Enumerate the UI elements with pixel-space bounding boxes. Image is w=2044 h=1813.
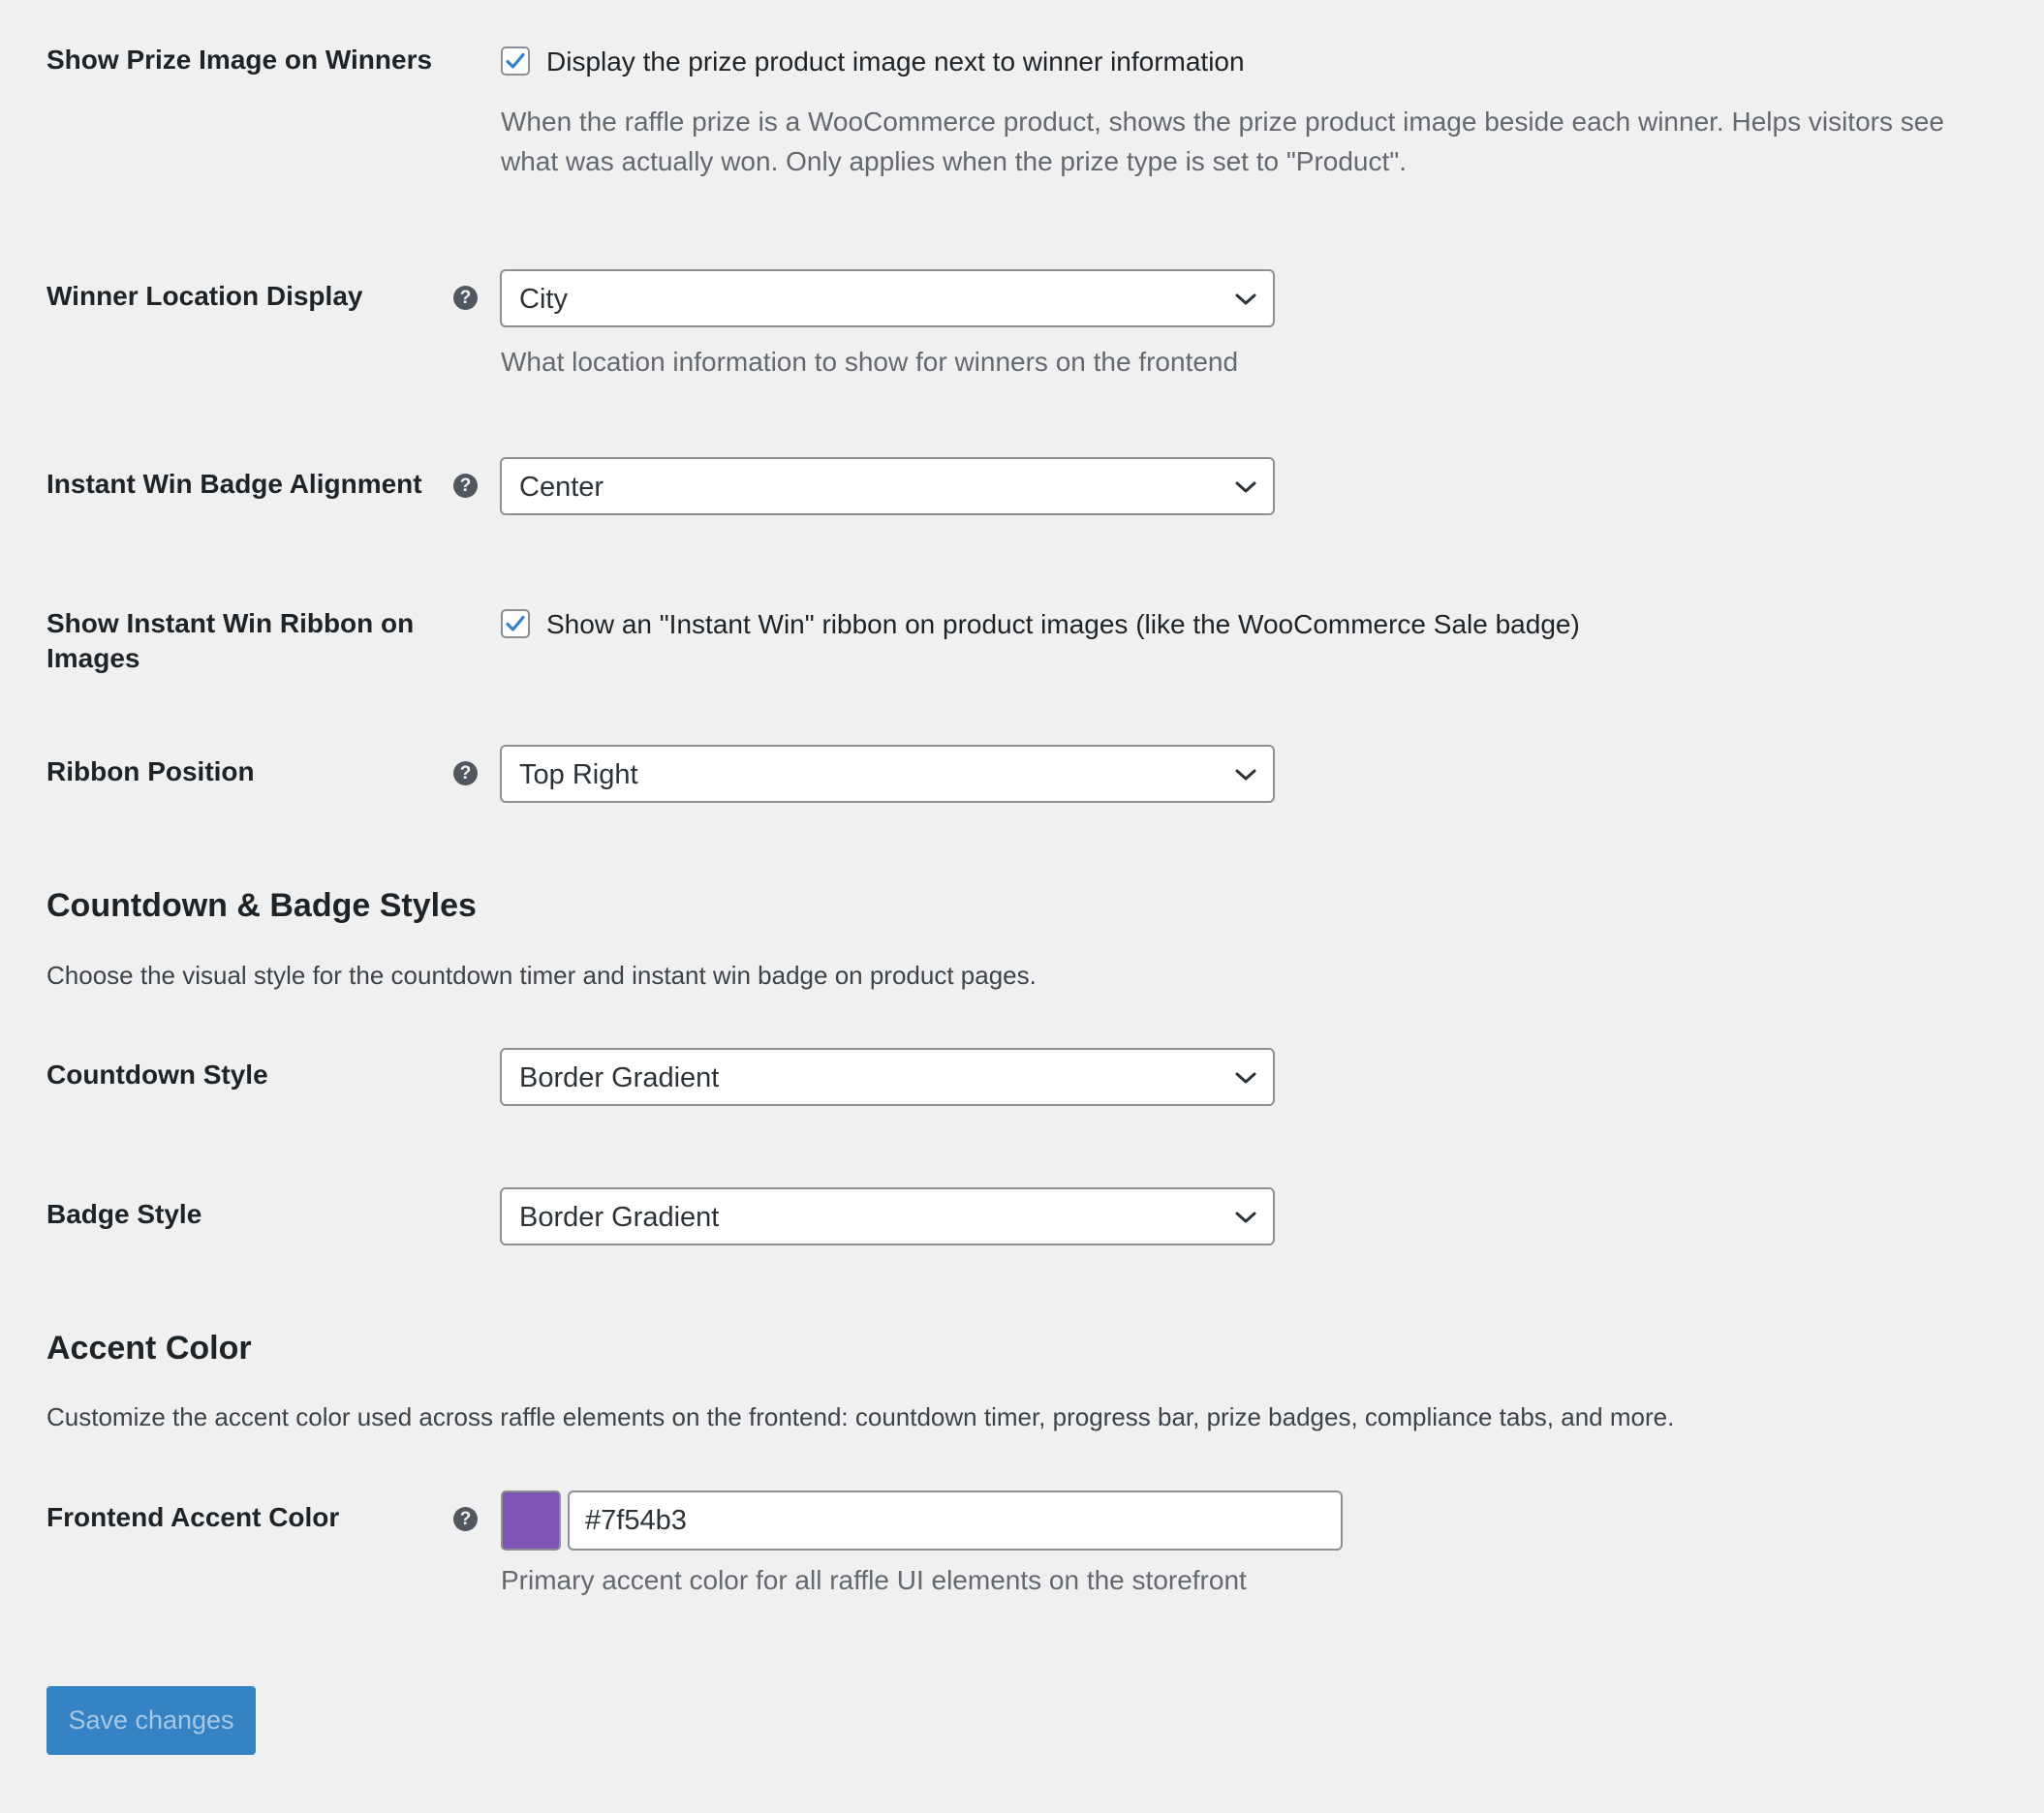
show-prize-image-checkbox-label[interactable]: Display the prize product image next to winner information xyxy=(546,46,1245,77)
show-instant-win-ribbon-label xyxy=(46,606,414,676)
show-prize-image-checkbox[interactable] xyxy=(501,46,530,76)
instant-win-badge-alignment-select[interactable] xyxy=(500,457,1275,515)
winner-location-display-description: What location information to show for winners on the frontend xyxy=(501,347,1239,377)
chevron-down-icon xyxy=(1234,477,1257,497)
chevron-down-icon xyxy=(1234,1068,1257,1088)
show-prize-image-description xyxy=(501,102,1944,181)
save-changes-button[interactable]: Save changes xyxy=(46,1686,256,1755)
countdown-badge-styles-heading: Countdown & Badge Styles xyxy=(46,887,477,924)
help-circle-icon[interactable]: ? xyxy=(453,474,478,498)
badge-style-value: Border Gradient xyxy=(519,1202,720,1233)
ribbon-position-label: Ribbon Position xyxy=(46,756,255,786)
checkmark-icon xyxy=(505,613,526,634)
show-prize-image-description-line-2: what was actually won. Only applies when the prize type is set to "Product". xyxy=(501,146,1408,176)
ribbon-position-select[interactable] xyxy=(500,745,1275,803)
instant-win-badge-alignment-label: Instant Win Badge Alignment xyxy=(46,469,422,499)
chevron-down-icon xyxy=(1234,765,1257,784)
accent-color-heading: Accent Color xyxy=(46,1330,252,1367)
show-instant-win-ribbon-checkbox[interactable] xyxy=(501,609,530,638)
show-instant-win-ribbon-checkbox-label[interactable]: Show an "Instant Win" ribbon on product images (like the WooCommerce Sale badge) xyxy=(546,609,1580,639)
ribbon-position-value: Top Right xyxy=(519,759,638,790)
show-prize-image-label: Show Prize Image on Winners xyxy=(46,45,433,75)
help-circle-icon[interactable]: ? xyxy=(453,286,478,310)
show-instant-win-ribbon-label-line-1: Show Instant Win Ribbon on xyxy=(46,608,415,638)
countdown-style-label: Countdown Style xyxy=(46,1060,268,1090)
accent-color-description: Customize the accent color used across raffle elements on the frontend: countdown timer, progress bar, prize badges, compliance tabs, and more. xyxy=(46,1402,1675,1431)
countdown-badge-styles-description: Choose the visual style for the countdown timer and instant win badge on product pages. xyxy=(46,961,1037,990)
show-instant-win-ribbon-label-line-2: Images xyxy=(46,643,140,673)
chevron-down-icon xyxy=(1234,290,1257,309)
show-prize-image-description-line-1: When the raffle prize is a WooCommerce product, shows the prize product image beside each winner. Helps visitors see xyxy=(501,107,1944,137)
winner-location-display-select[interactable] xyxy=(500,269,1275,327)
frontend-accent-color-label: Frontend Accent Color xyxy=(46,1502,340,1532)
chevron-down-icon xyxy=(1234,1208,1257,1227)
countdown-style-select[interactable] xyxy=(500,1048,1275,1106)
help-circle-icon[interactable]: ? xyxy=(453,761,478,785)
checkmark-icon xyxy=(505,50,526,72)
winner-location-display-label: Winner Location Display xyxy=(46,281,363,311)
winner-location-display-value: City xyxy=(519,284,568,315)
badge-style-label: Badge Style xyxy=(46,1199,202,1229)
accent-color-swatch[interactable] xyxy=(501,1490,561,1551)
instant-win-badge-alignment-value: Center xyxy=(519,472,604,503)
help-circle-icon[interactable]: ? xyxy=(453,1507,478,1531)
frontend-accent-color-input[interactable] xyxy=(568,1490,1343,1551)
countdown-style-value: Border Gradient xyxy=(519,1062,720,1093)
frontend-accent-color-description: Primary accent color for all raffle UI elements on the storefront xyxy=(501,1565,1247,1595)
badge-style-select[interactable] xyxy=(500,1187,1275,1245)
